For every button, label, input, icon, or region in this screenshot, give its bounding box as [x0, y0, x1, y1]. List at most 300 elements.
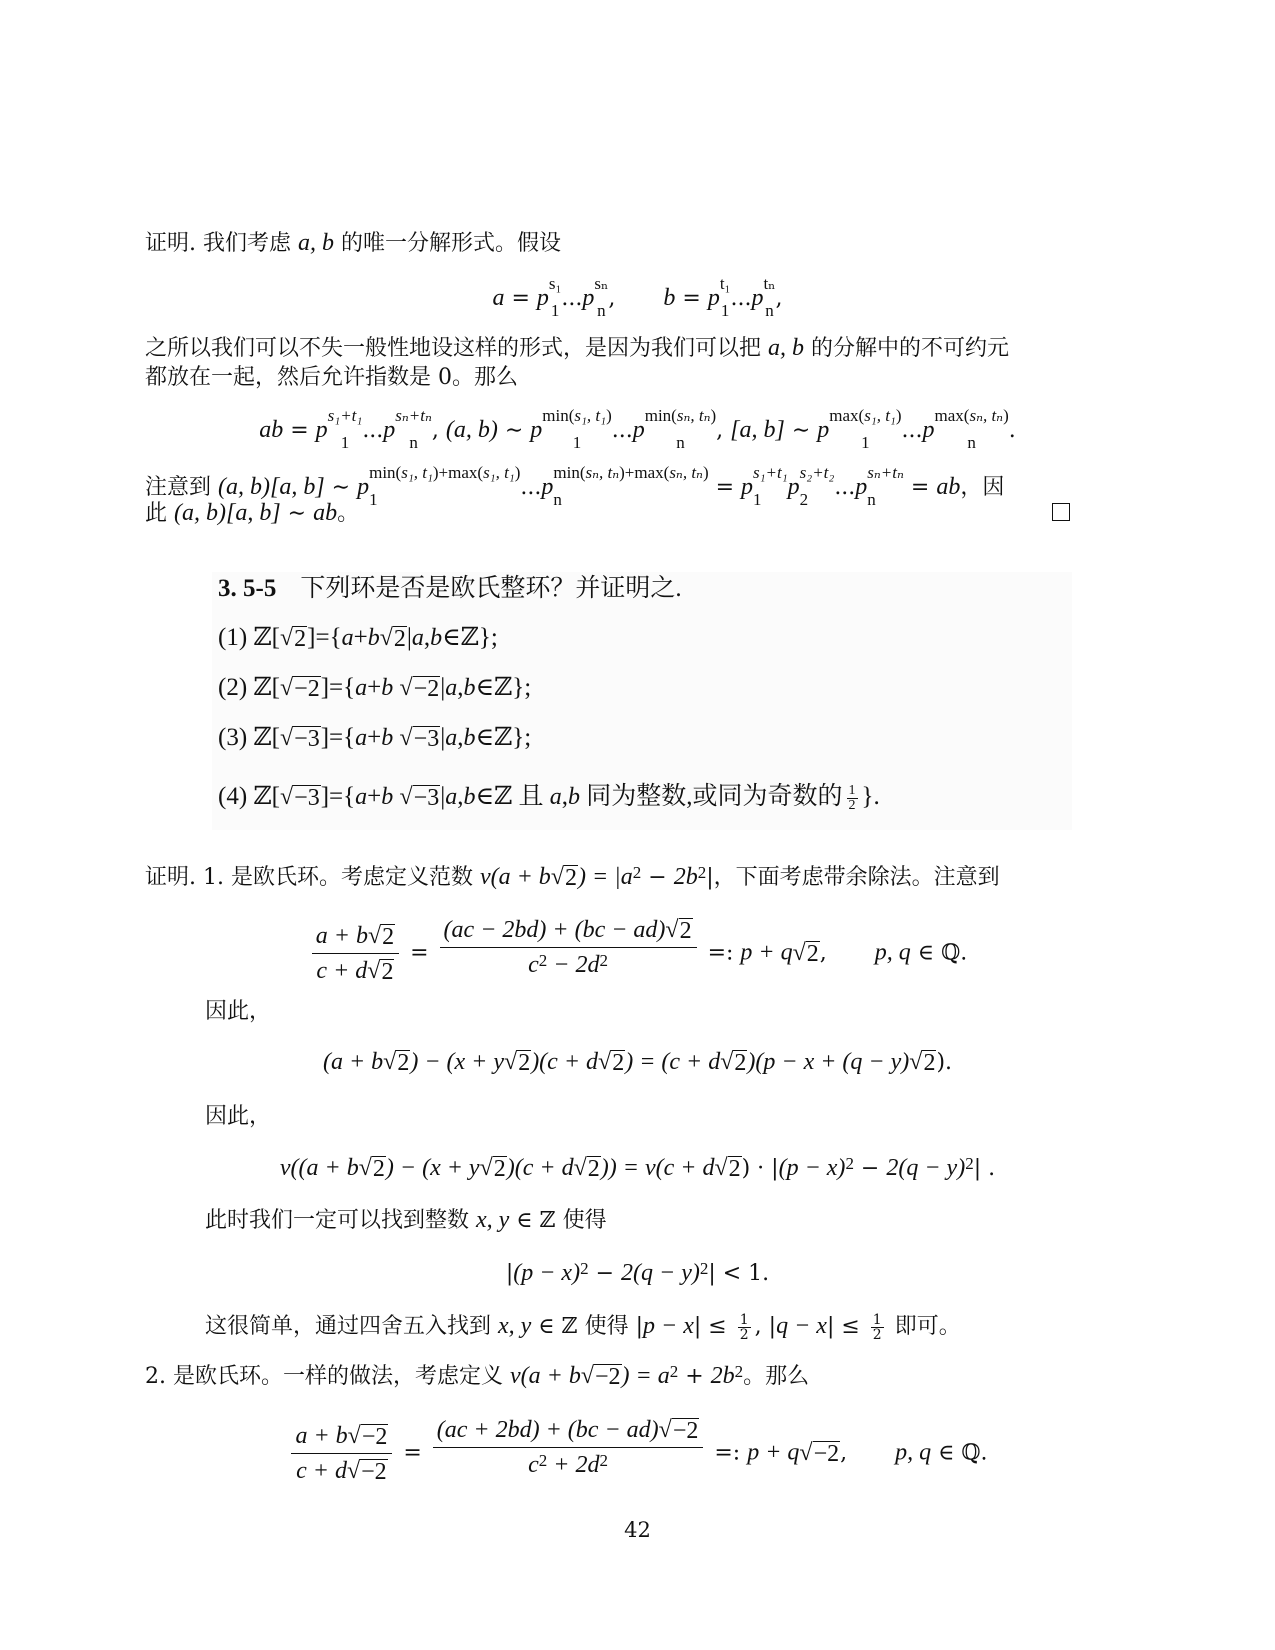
- text-run: n: [676, 433, 685, 452]
- text-run: =:: [707, 1440, 748, 1466]
- math-text: b: [381, 784, 394, 810]
- text-run: −: [588, 1261, 621, 1286]
- text-run: | ≤: [826, 1314, 867, 1339]
- superscript: [867, 464, 904, 481]
- text-run: 2: [728, 1156, 741, 1182]
- text-line: [145, 333, 1009, 364]
- subscript: [549, 302, 562, 319]
- math-text: s₁+t₁: [753, 463, 788, 482]
- math-text: v(a + b: [479, 864, 551, 890]
- text-run: 下列环是否是欧氏整环？并证明之.: [300, 575, 682, 602]
- text-line: [145, 498, 359, 529]
- text-run: 2: [806, 940, 819, 967]
- text-run: −3: [413, 726, 440, 752]
- math-base: p: [582, 285, 595, 311]
- math-base: p: [922, 417, 935, 443]
- scripts: [669, 1362, 679, 1403]
- math-text: x, y: [498, 1313, 532, 1339]
- text-run: ∈ ℤ 使得: [509, 1208, 607, 1233]
- text-run: |: [406, 624, 412, 651]
- subscript: [763, 302, 775, 319]
- numerator: [433, 1415, 704, 1448]
- subscript: [539, 979, 548, 996]
- power: [697, 863, 707, 904]
- math-text: q − x: [776, 1313, 827, 1339]
- subscript: [845, 1182, 854, 1199]
- text-run: ): [710, 406, 717, 425]
- text-run: 2: [669, 1362, 679, 1381]
- text-run: 2: [599, 951, 608, 970]
- subscript: [965, 1182, 974, 1199]
- math-text: s₁+t₁: [327, 406, 363, 425]
- math-text: s₁, t₁: [864, 406, 896, 425]
- math-text: p + q: [740, 939, 793, 966]
- radical-sign: √: [383, 1049, 397, 1075]
- math-text: a, b: [297, 230, 334, 256]
- text-run: ...: [520, 475, 542, 500]
- math-base: p: [741, 474, 754, 500]
- radical-sign: √: [479, 1155, 493, 1181]
- text-run: | < 1.: [708, 1261, 770, 1286]
- math-text: b: [568, 784, 580, 810]
- text-run: 2: [381, 959, 394, 985]
- square-root: [400, 723, 441, 753]
- radicand: [293, 626, 307, 653]
- text-run: ∈ℤ 且: [475, 783, 550, 810]
- scripts: [548, 274, 562, 320]
- radical-sign: √: [367, 923, 382, 949]
- text-run: 都放在一起，然后允许指数是 0。那么: [145, 365, 518, 390]
- small-fraction: [871, 1313, 884, 1342]
- radicand: [594, 1364, 622, 1391]
- numerator: 1: [848, 782, 856, 798]
- text-run: 1: [753, 490, 762, 509]
- text-run: ): [1003, 406, 1009, 425]
- square-root: [480, 1153, 507, 1183]
- math-text: p, q: [874, 939, 911, 966]
- radical-sign: √: [279, 625, 294, 651]
- math-text: ab: [936, 474, 961, 500]
- radicand: [611, 1050, 625, 1077]
- scripts: [542, 406, 612, 452]
- text-run: +: [367, 674, 382, 701]
- square-root: [598, 1047, 625, 1077]
- superscript: [600, 1452, 609, 1469]
- scripts: [580, 1259, 589, 1300]
- exercise-line: [218, 673, 531, 703]
- radicand: [413, 676, 441, 703]
- superscript: [542, 407, 611, 424]
- radical-sign: √: [367, 958, 381, 984]
- radical-sign: √: [399, 725, 413, 751]
- math-text: s₂+t₂: [799, 463, 835, 482]
- scripts: [829, 406, 902, 452]
- superscript: [633, 864, 642, 881]
- math-text: a: [445, 725, 458, 751]
- radicand: [493, 1156, 507, 1183]
- text-run: 1: [861, 433, 870, 452]
- subscript: [542, 434, 611, 451]
- math-text: )(c + d: [531, 1049, 599, 1075]
- text-run: min(: [553, 463, 586, 482]
- subscript: [645, 434, 716, 451]
- power: [599, 1451, 609, 1492]
- text-run: s₁: [548, 274, 562, 293]
- math-text: sₙ+tₙ: [867, 463, 904, 482]
- math-text: 2b: [710, 1363, 735, 1389]
- text-run: −: [641, 865, 674, 890]
- text-run: 1: [550, 301, 560, 320]
- power: [315, 406, 363, 452]
- square-root: [551, 862, 578, 892]
- math-text: ) = a: [621, 1363, 670, 1389]
- text-run: ]={: [320, 674, 356, 701]
- superscript: [845, 1155, 854, 1172]
- subscript: [720, 302, 731, 319]
- text-run: −3: [413, 785, 440, 811]
- text-run: =: [708, 475, 742, 500]
- math-text: a: [355, 675, 368, 701]
- radical-sign: √: [279, 675, 294, 701]
- text-run: −2: [813, 1440, 840, 1467]
- numerator: 1: [872, 1311, 882, 1328]
- math-text: a: [549, 784, 562, 810]
- power: [632, 863, 642, 904]
- math-base: p: [383, 417, 396, 443]
- numerator: 1: [739, 1311, 749, 1328]
- math-text: s₁, t₁: [401, 463, 433, 482]
- square-root: [347, 1456, 388, 1486]
- radical-sign: √: [399, 784, 413, 810]
- text-run: 即可。: [887, 1314, 961, 1339]
- math-text: ab: [313, 500, 338, 526]
- text-run: −2: [361, 1459, 387, 1485]
- math-base: p: [315, 417, 328, 443]
- text-run: 2: [518, 1050, 531, 1076]
- page-number: 42: [624, 1518, 651, 1542]
- math-text: b: [463, 725, 476, 751]
- radicand: [679, 918, 693, 945]
- text-run: 2: [294, 626, 307, 652]
- math-text: sₙ, tₙ: [969, 406, 1004, 425]
- math-base: p: [632, 417, 645, 443]
- text-run: min(: [542, 406, 575, 425]
- text-run: 2: [564, 865, 577, 891]
- superscript: [698, 864, 707, 881]
- text-run: 2: [393, 626, 406, 652]
- text-run: =: [903, 475, 937, 500]
- superscript: [599, 952, 608, 969]
- radicand: [360, 1459, 388, 1486]
- superscript: [369, 464, 520, 481]
- radicand: [413, 785, 441, 812]
- text-line: [145, 1361, 809, 1403]
- power: [383, 406, 432, 452]
- power: [669, 1362, 679, 1403]
- radical-sign: √: [909, 1049, 923, 1075]
- text-line: [205, 997, 271, 1027]
- text-line: [0, 1153, 1275, 1195]
- superscript: [539, 1452, 548, 1469]
- square-root: [400, 782, 441, 812]
- math-text: b: [663, 285, 676, 311]
- scripts: [734, 1362, 744, 1403]
- math-text: v((a + b: [279, 1155, 359, 1181]
- text-run: 2: [580, 1259, 589, 1278]
- radicand: [361, 1424, 389, 1451]
- numerator: [440, 915, 697, 948]
- math-text: − 2d: [547, 952, 600, 978]
- scripts: [553, 463, 709, 509]
- power: [541, 463, 709, 509]
- text-run: n: [409, 433, 418, 452]
- math-base: p: [817, 417, 830, 443]
- superscript: [553, 464, 708, 481]
- text-run: ∼: [497, 418, 531, 443]
- scripts: [395, 406, 432, 452]
- text-run: =: [504, 286, 537, 311]
- square-root: [280, 673, 321, 703]
- subscript: [539, 1479, 548, 1496]
- text-run: (3) ℤ[: [218, 724, 280, 751]
- radicand: [922, 1050, 936, 1077]
- math-text: b: [381, 675, 394, 701]
- radical-sign: √: [658, 1417, 672, 1443]
- text-run: ...: [730, 286, 752, 311]
- denominator: 2: [872, 1326, 882, 1343]
- math-base: p: [855, 474, 868, 500]
- radicand: [393, 626, 407, 653]
- text-run: n: [765, 301, 774, 320]
- subscript: [800, 491, 835, 508]
- scripts: [632, 863, 642, 904]
- text-run: +: [353, 624, 368, 651]
- text-run: ,: [716, 418, 731, 443]
- subscript: [369, 491, 520, 508]
- square-root: [714, 1153, 741, 1183]
- math-text: b: [430, 625, 443, 651]
- radicand: [517, 1050, 531, 1077]
- radical-sign: √: [720, 1049, 734, 1075]
- scripts: [538, 951, 548, 992]
- superscript: [735, 1363, 744, 1380]
- text-run: 2: [679, 918, 692, 944]
- math-text: (a, b)[a, b]: [218, 474, 325, 500]
- power: [734, 1362, 744, 1403]
- power: [530, 406, 612, 452]
- radicand: [396, 1050, 410, 1077]
- text-run: ) · |: [741, 1156, 779, 1181]
- scripts: [599, 951, 608, 992]
- text-run: 2: [599, 1451, 608, 1470]
- math-text: p + q: [747, 1439, 800, 1466]
- text-run: ]={: [320, 724, 356, 751]
- text-run: ,: [423, 624, 431, 651]
- text-run: 2: [799, 490, 809, 509]
- power: [582, 274, 609, 320]
- math-text: [a, b]: [730, 417, 785, 443]
- square-root: [720, 1047, 747, 1077]
- text-run: (2) ℤ[: [218, 674, 280, 701]
- text-run: ]={: [320, 783, 356, 810]
- math-text: a + b: [295, 1423, 348, 1449]
- superscript: [800, 464, 835, 481]
- power: [965, 1154, 974, 1195]
- math-text: 2b: [673, 864, 698, 890]
- subscript: [698, 891, 707, 908]
- text-run: ∼: [324, 475, 358, 500]
- scripts: [763, 274, 776, 320]
- text-run: 2: [697, 863, 707, 882]
- math-base: p: [530, 417, 543, 443]
- fraction: [312, 921, 399, 986]
- text-line: [0, 274, 1275, 320]
- radical-sign: √: [346, 1458, 361, 1484]
- text-run: 的分解中的不可约元: [804, 336, 1009, 361]
- math-text: (p − x): [778, 1155, 846, 1181]
- text-run: 此时我们一定可以找到整数: [205, 1208, 476, 1233]
- text-run: |: [440, 724, 446, 751]
- scripts: [753, 463, 788, 509]
- text-run: 之所以我们可以不失一般性地设这样的形式，是因为我们可以把: [145, 336, 768, 361]
- superscript: [763, 275, 775, 292]
- text-line: [0, 406, 1275, 452]
- text-run: }.: [861, 783, 880, 810]
- text-run: ,: [457, 724, 464, 751]
- power: [817, 406, 902, 452]
- exercise-line: [218, 782, 880, 813]
- text-run: tₙ: [763, 274, 776, 293]
- text-run: 此: [145, 501, 174, 526]
- subscript: [935, 434, 1009, 451]
- math-base: p: [787, 474, 800, 500]
- math-text: a: [492, 285, 505, 311]
- radicand: [587, 1156, 601, 1183]
- math-text: (ac − 2bd) + (bc − ad): [443, 917, 666, 943]
- radical-sign: √: [347, 1423, 361, 1449]
- superscript: [700, 1260, 709, 1277]
- math-base: p: [751, 285, 764, 311]
- math-text: c + d: [296, 1458, 347, 1484]
- math-text: a: [355, 725, 368, 751]
- scripts: [599, 1451, 609, 1492]
- text-run: −2: [672, 1418, 699, 1444]
- square-root: [799, 1438, 840, 1468]
- math-text: a, b: [768, 335, 804, 361]
- radical-sign: √: [550, 864, 564, 890]
- math-text: s₁, t₁: [483, 463, 515, 482]
- text-run: ,: [561, 783, 568, 810]
- math-text: (a, b)[a, b]: [174, 500, 281, 526]
- math-text: )) = v(c + d: [600, 1155, 715, 1181]
- subscript: [633, 891, 642, 908]
- power: [922, 406, 1009, 452]
- math-text: a: [445, 784, 458, 810]
- text-run: 的唯一分解形式。假设: [333, 231, 561, 256]
- math-text: ab: [259, 417, 284, 443]
- text-run: ∈ℤ};: [475, 674, 532, 701]
- text-run: 2: [699, 1259, 709, 1278]
- radical-sign: √: [792, 939, 806, 966]
- scripts: [934, 406, 1009, 452]
- text-run: 证明. 1. 是欧氏环。考虑定义范数: [145, 865, 480, 890]
- text-run: −2: [413, 676, 440, 702]
- square-root: [659, 1415, 700, 1445]
- math-text: sₙ+tₙ: [395, 406, 432, 425]
- denominator: [433, 1448, 704, 1492]
- denominator: [291, 1454, 392, 1486]
- text-run: 1: [720, 301, 730, 320]
- radicand: [381, 924, 395, 951]
- square-root: [574, 1153, 601, 1183]
- text-run: max(: [829, 406, 865, 425]
- text-run: ∼: [784, 418, 818, 443]
- subscript: [670, 1390, 679, 1407]
- text-run: ∈ ℚ.: [931, 1440, 988, 1466]
- text-run: 2. 是欧氏环。一样的做法，考虑定义: [145, 1364, 510, 1389]
- radical-sign: √: [279, 784, 294, 810]
- text-run: min(: [369, 463, 402, 482]
- math-text: + 2d: [547, 1452, 600, 1478]
- square-root: [280, 623, 307, 653]
- square-root: [909, 1047, 936, 1077]
- math-text: p, q: [895, 1439, 932, 1466]
- text-run: −3: [294, 726, 320, 752]
- text-run: ,: [608, 286, 616, 311]
- text-run: 2: [965, 1154, 974, 1173]
- text-run: )+max(: [619, 463, 670, 482]
- math-text: a: [411, 625, 424, 651]
- power: [707, 274, 731, 320]
- text-run: ): [702, 463, 709, 482]
- exercise-line: [218, 574, 682, 604]
- text-run: ∈ ℤ 使得 |: [531, 1314, 644, 1339]
- radical-sign: √: [799, 1439, 813, 1466]
- exercise-line: [218, 723, 531, 753]
- square-root: [359, 1153, 386, 1183]
- square-root: [504, 1047, 531, 1077]
- power: [536, 274, 562, 320]
- math-text: (a, b): [445, 417, 498, 443]
- radical-sign: √: [504, 1049, 518, 1075]
- exercise-number: 3. 5-5: [218, 575, 277, 602]
- text-line: [0, 1047, 1275, 1078]
- math-text: (a + b: [322, 1049, 384, 1075]
- text-line: [205, 1205, 607, 1236]
- radicand: [293, 785, 321, 812]
- text-run: 1: [340, 433, 350, 452]
- text-run: 2: [734, 1362, 744, 1381]
- power: [357, 463, 521, 509]
- math-text: a + b: [315, 923, 368, 949]
- text-run: 2: [493, 1156, 506, 1182]
- math-base: p: [541, 474, 554, 500]
- text-line: [205, 1102, 271, 1132]
- radical-sign: √: [279, 725, 294, 751]
- text-line: [0, 915, 1275, 992]
- text-run: ,: [819, 940, 827, 966]
- radicand: [380, 959, 394, 986]
- text-run: ...: [611, 418, 633, 443]
- denominator: 2: [848, 797, 856, 813]
- power: [538, 951, 548, 992]
- math-text: ) = |a: [577, 864, 633, 890]
- square-root: [665, 915, 692, 945]
- square-root: [793, 938, 820, 968]
- scripts: [867, 463, 904, 509]
- radical-sign: √: [580, 1363, 594, 1389]
- power: [787, 463, 835, 509]
